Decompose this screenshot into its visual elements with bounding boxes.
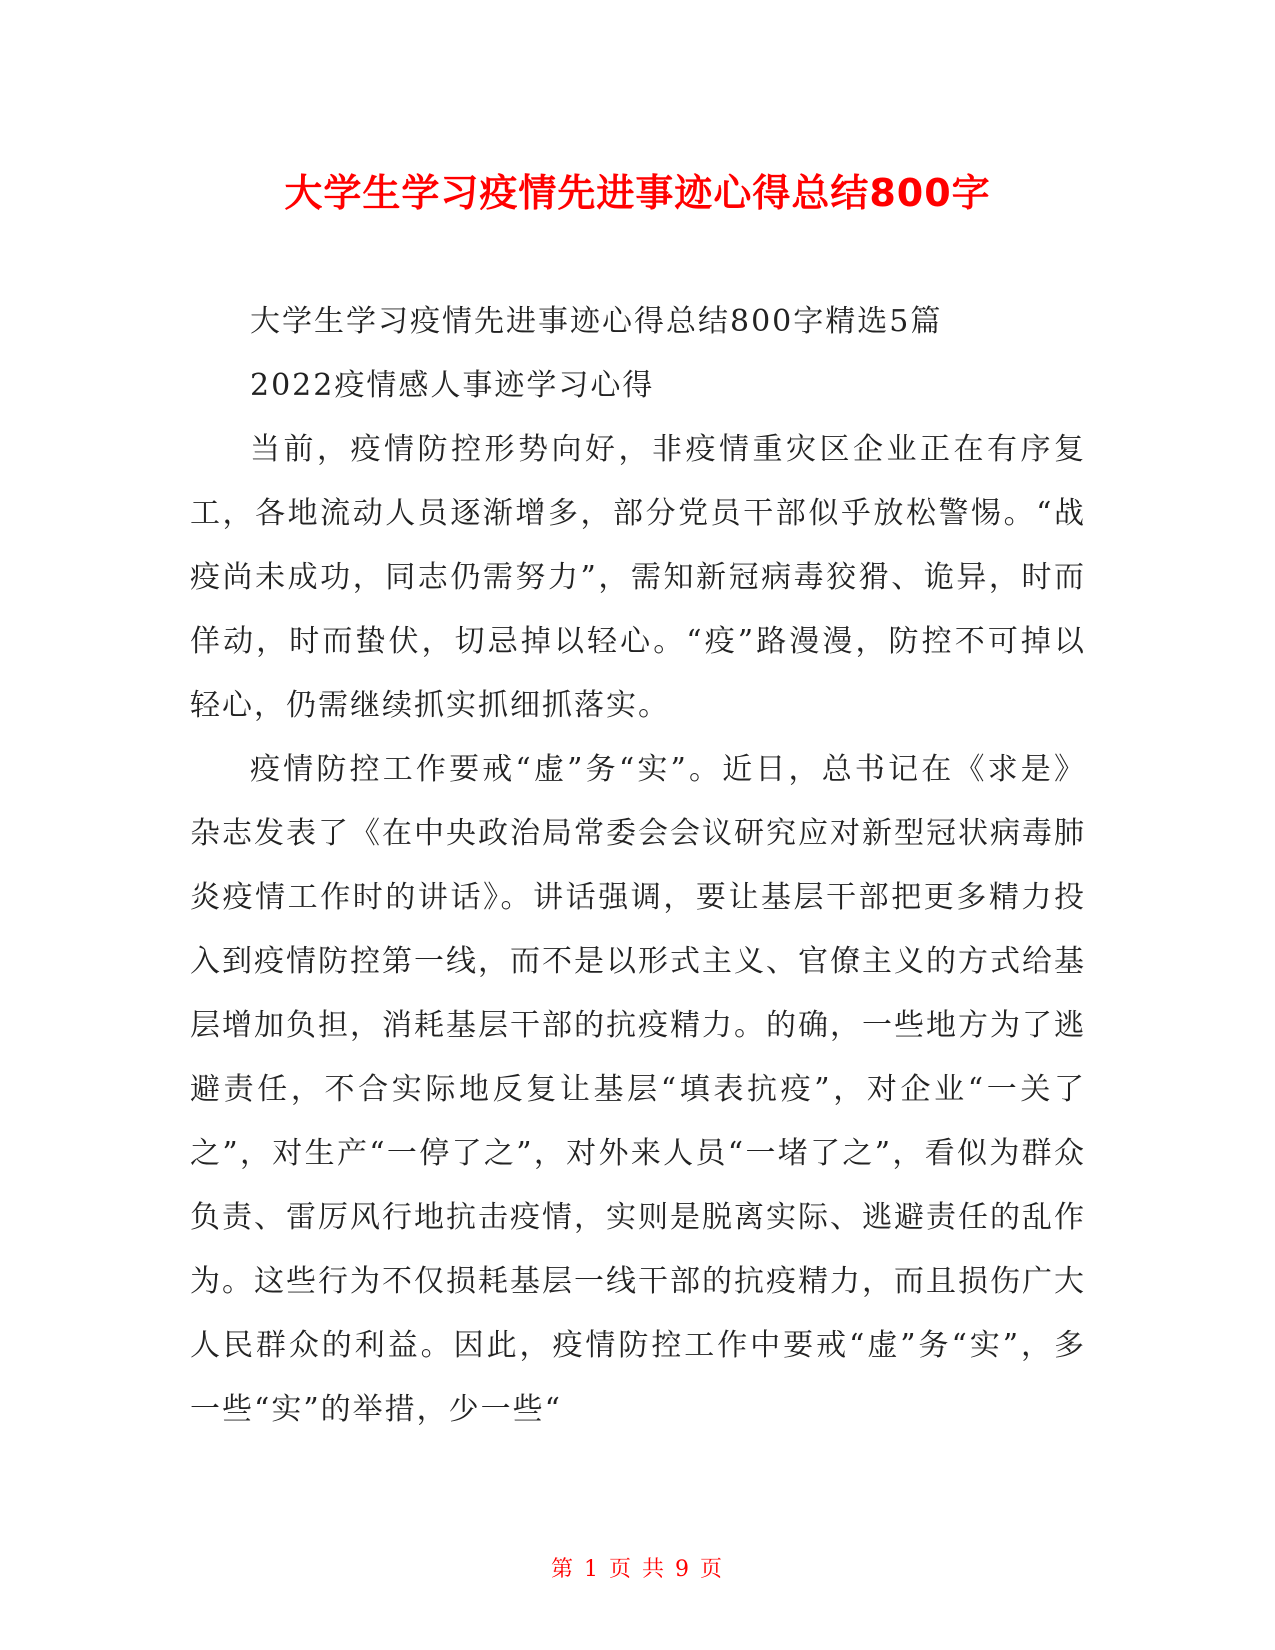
document-body xyxy=(190,290,1086,1442)
body-paragraph: 当前，疫情防控形势向好，非疫情重灾区企业正在有序复工，各地流动人员逐渐增多，部分党员干部似乎放松警惕。“战疫尚未成功，同志仍需努力”，需知新冠病毒狡猾、诡异，时而佯动，时而蛰伏，切忌掉以轻心。“疫”路漫漫，防控不可掉以轻心，仍需继续抓实抓细抓落实。 xyxy=(190,432,1086,723)
section-heading-paragraph: 2022疫情感人事迹学习心得 xyxy=(250,368,655,403)
document-title: 大学生学习疫情先进事迹心得总结800字 xyxy=(284,171,991,215)
body-paragraph: 疫情防控工作要戒“虚”务“实”。近日，总书记在《求是》杂志发表了《在中央政治局常委会会议研究应对新型冠状病毒肺炎疫情工作时的讲话》。讲话强调，要让基层干部把更多精力投入到疫情防控第一线，而不是以形式主义、官僚主义的方式给基层增加负担，消耗基层干部的抗疫精力。的确，一些地方为了逃避责任，不合实际地反复让基层“填表抗疫”，对企业“一关了之”，对生产“一停了之”，对外来人员“一堵了之”，看似为群众负责、雷厉风行地抗击疫情，实则是脱离实际、逃避责任的乱作为。这些行为不仅损耗基层一线干部的抗疫精力，而且损伤广大人民群众的利益。因此，疫情防控工作中要戒“虚”务“实”，多一些“实”的举措，少一些“ xyxy=(190,752,1086,1427)
page-footer: 第 1 页 共 9 页 xyxy=(551,1557,724,1582)
subtitle-paragraph: 大学生学习疫情先进事迹心得总结800字精选5篇 xyxy=(250,304,943,339)
